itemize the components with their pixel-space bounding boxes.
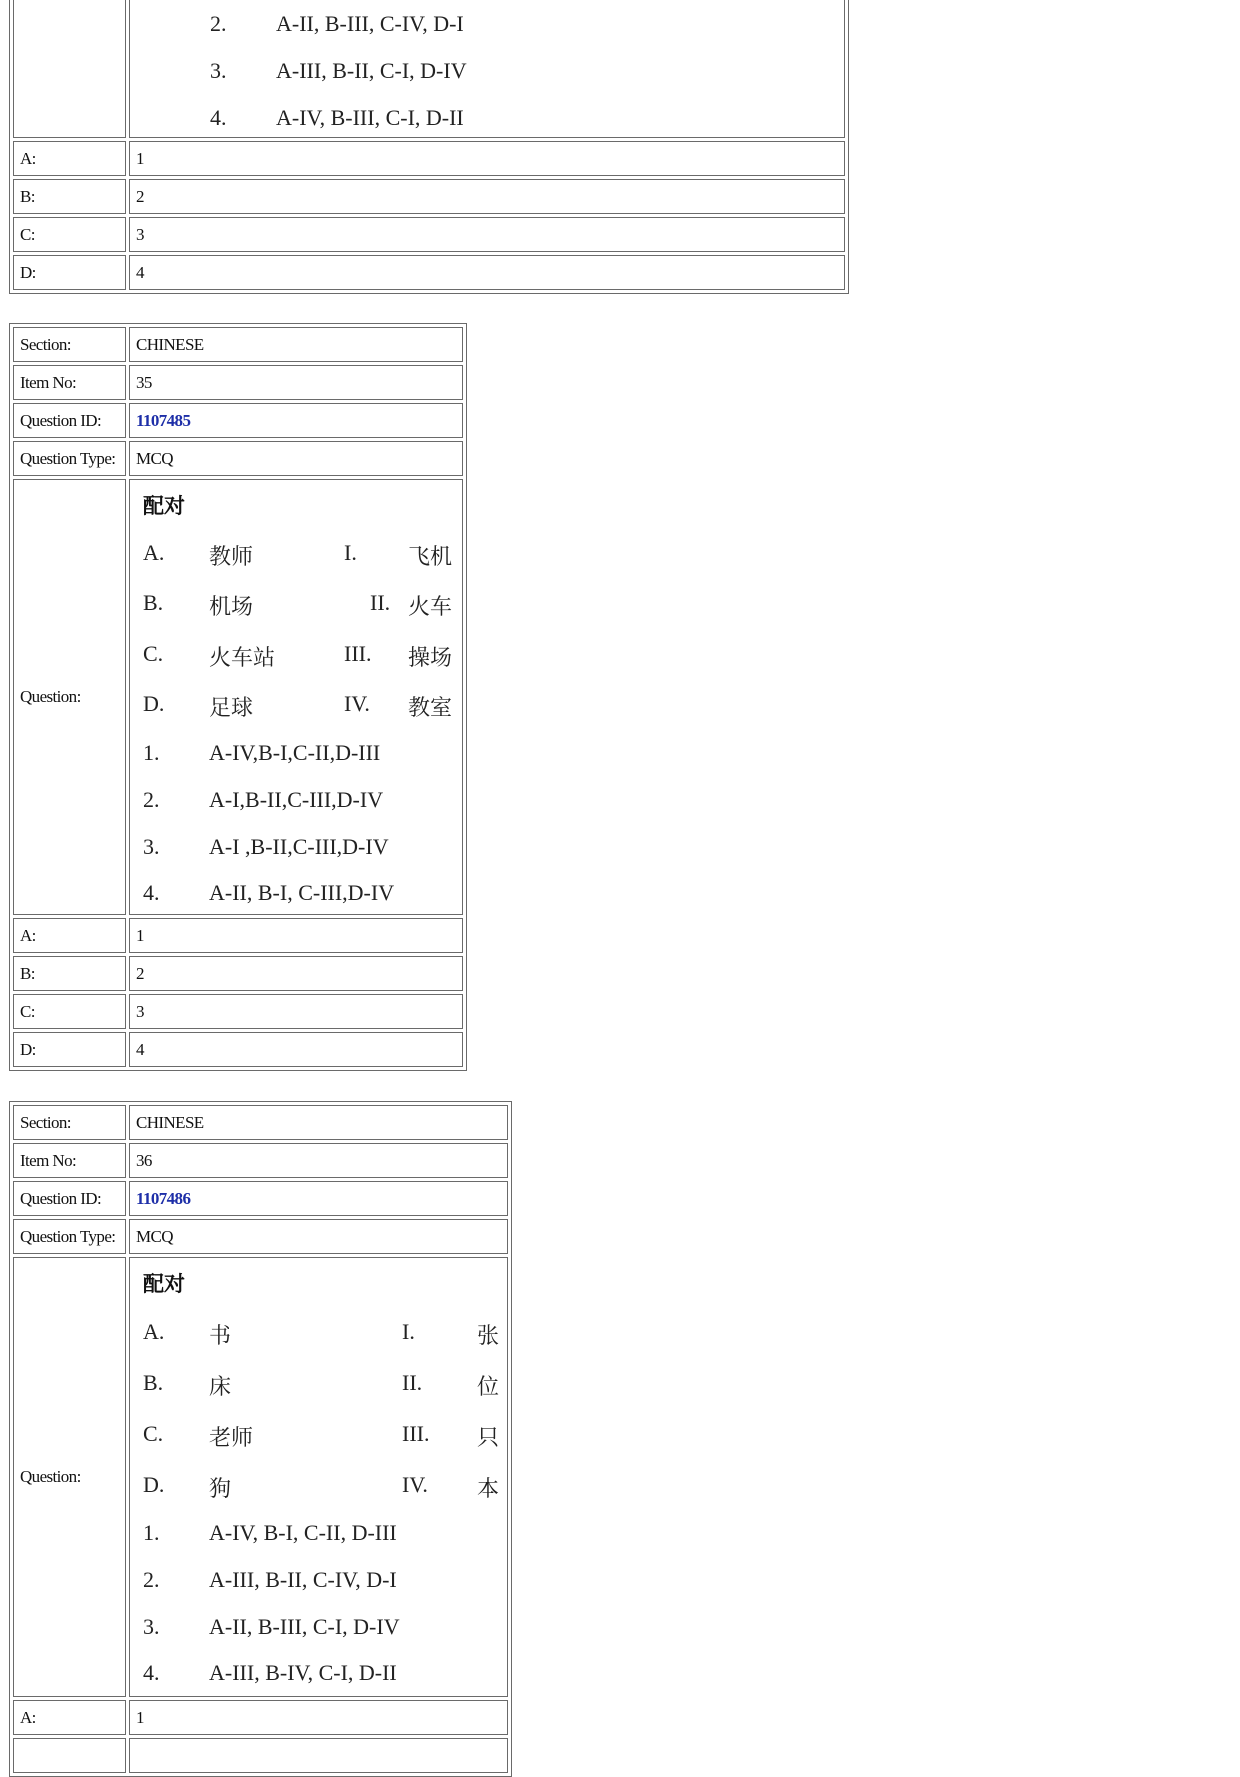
question-id-link[interactable]: 1107486 [136,1188,191,1208]
answer-c-value: 3 [129,217,845,252]
pair-left-word: 足球 [209,695,254,720]
pair-left-word: 床 [209,1374,232,1399]
answer-d-label: D: [13,255,126,290]
pair-left-word: 老师 [209,1425,254,1450]
question-label: Question: [13,1257,126,1697]
option-number: 3. [210,58,227,83]
question-title: 配对 [143,494,185,518]
option-number: 2. [210,11,227,36]
answer-d-value: 4 [129,1032,463,1067]
pair-left-word: 教师 [209,544,254,569]
question-id-value [129,403,463,438]
pair-left-letter: C. [143,641,164,666]
option-text: A-I ,B-II,C-III,D-IV [209,834,389,859]
pair-left-letter: D. [143,691,165,716]
option-text: A-III, B-II, C-I, D-IV [276,58,467,83]
option-number: 1. [143,1520,160,1545]
pair-right-word: 教室 [408,695,453,720]
pair-right-numeral: III. [344,641,372,666]
question-id-label: Question ID: [13,1181,126,1216]
option-number: 2. [143,1567,160,1592]
question-id-value [129,1181,508,1216]
pair-left-letter: A. [143,540,165,565]
question-label: Question: [13,479,126,915]
answer-a-value: 1 [129,1700,508,1735]
option-number: 2. [143,787,160,812]
option-text: A-II, B-I, C-III,D-IV [209,880,395,905]
pair-right-numeral: I. [344,540,357,565]
question-table-36 [9,1101,512,1777]
answer-d-value: 4 [129,255,845,290]
pair-right-numeral: IV. [402,1472,428,1497]
question-content [129,0,845,138]
pair-left-word: 书 [209,1323,232,1348]
pair-right-numeral: III. [402,1421,430,1446]
section-label: Section: [13,327,126,362]
pair-left-letter: C. [143,1421,164,1446]
option-number: 3. [143,834,160,859]
option-text: A-I,B-II,C-III,D-IV [209,787,384,812]
pair-right-word: 只 [477,1425,500,1450]
question-table-35 [9,323,467,1071]
answer-c-label: C: [13,994,126,1029]
pair-right-word: 飞机 [408,544,453,569]
option-number: 1. [143,740,160,765]
answer-c-label: C: [13,217,126,252]
pair-right-word: 本 [477,1476,500,1501]
question-title: 配对 [143,1272,185,1296]
question-id-label: Question ID: [13,403,126,438]
question-content [129,1257,508,1697]
pair-left-letter: B. [143,1370,164,1395]
option-text: A-III, B-IV, C-I, D-II [209,1660,397,1685]
answer-a-value: 1 [129,141,845,176]
section-value: CHINESE [129,1105,508,1140]
option-text: A-IV,B-I,C-II,D-III [209,740,381,765]
question-type-value: MCQ [129,441,463,476]
question-content [129,479,463,915]
question-type-value: MCQ [129,1219,508,1254]
pair-left-letter: D. [143,1472,165,1497]
item-no-label: Item No: [13,1143,126,1178]
pair-left-word: 狗 [209,1476,232,1501]
option-text: A-II, B-III, C-I, D-IV [209,1614,400,1639]
item-no-value: 36 [129,1143,508,1178]
option-number: 4. [143,1660,160,1685]
question-label-cell [13,0,126,138]
pair-right-word: 操场 [408,645,453,670]
answer-b-value [129,1738,508,1773]
question-table-34 [9,0,849,294]
answer-b-value: 2 [129,956,463,991]
option-text: A-IV, B-III, C-I, D-II [276,105,464,130]
item-no-label: Item No: [13,365,126,400]
question-id-link[interactable]: 1107485 [136,410,191,430]
option-number: 4. [210,105,227,130]
option-text: A-II, B-III, C-IV, D-I [276,11,464,36]
answer-b-label: B: [13,956,126,991]
item-no-value: 35 [129,365,463,400]
pair-right-word: 火车 [408,594,453,619]
option-text: A-III, B-II, C-IV, D-I [209,1567,397,1592]
answer-a-value: 1 [129,918,463,953]
option-number: 4. [143,880,160,905]
answer-a-label: A: [13,918,126,953]
pair-left-letter: B. [143,590,164,615]
answer-a-label: A: [13,141,126,176]
section-value: CHINESE [129,327,463,362]
answer-d-label: D: [13,1032,126,1067]
pair-right-numeral: II. [370,590,391,615]
option-text: A-IV, B-I, C-II, D-III [209,1520,397,1545]
answer-b-value: 2 [129,179,845,214]
pair-left-word: 火车站 [209,645,276,670]
pair-right-numeral: II. [402,1370,423,1395]
question-type-label: Question Type: [13,441,126,476]
answer-a-label: A: [13,1700,126,1735]
pair-right-numeral: IV. [344,691,370,716]
pair-right-word: 张 [477,1323,500,1348]
section-label: Section: [13,1105,126,1140]
pair-left-letter: A. [143,1319,165,1344]
pair-right-numeral: I. [402,1319,415,1344]
pair-left-word: 机场 [209,594,254,619]
option-number: 3. [143,1614,160,1639]
question-type-label: Question Type: [13,1219,126,1254]
answer-b-label [13,1738,126,1773]
answer-b-label: B: [13,179,126,214]
pair-right-word: 位 [477,1374,500,1399]
answer-c-value: 3 [129,994,463,1029]
